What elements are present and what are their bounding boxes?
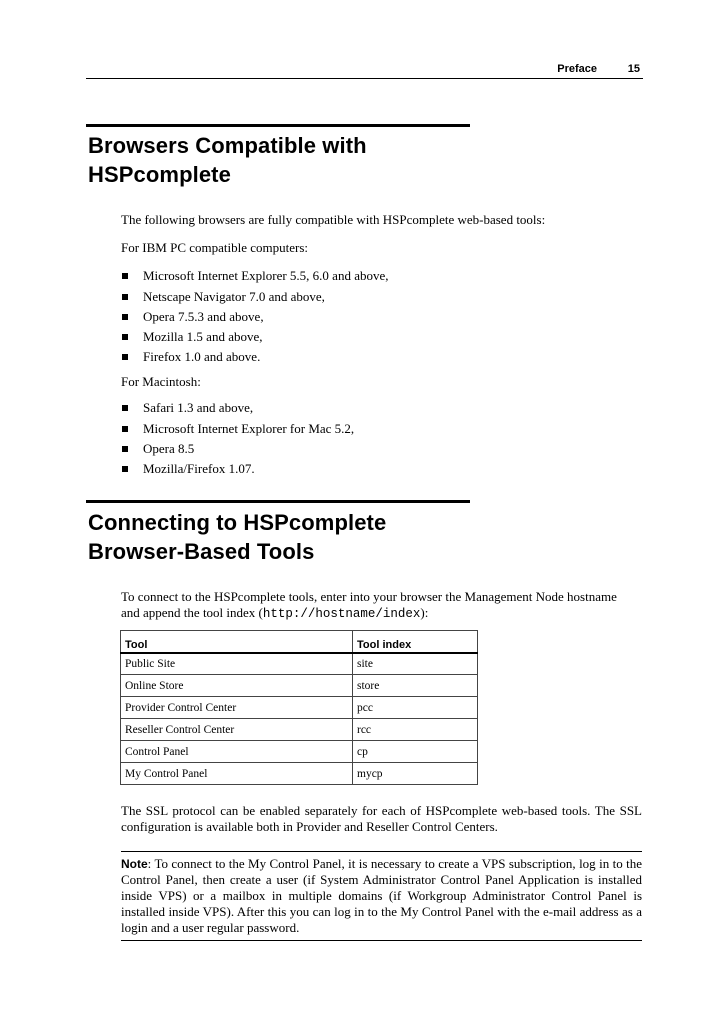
bullet-icon bbox=[122, 405, 128, 411]
list-item-text: Mozilla 1.5 and above, bbox=[143, 329, 263, 344]
list-item-text: Netscape Navigator 7.0 and above, bbox=[143, 289, 325, 304]
section-heading-line: HSPcomplete bbox=[88, 162, 231, 187]
table-cell: cp bbox=[353, 741, 478, 763]
table-header-row bbox=[121, 631, 478, 653]
table-cell: My Control Panel bbox=[121, 763, 353, 785]
column-header: Tool index bbox=[353, 631, 478, 653]
list-item-text: Opera 8.5 bbox=[143, 441, 195, 456]
bullet-icon bbox=[122, 314, 128, 320]
list-item-text: Firefox 1.0 and above. bbox=[143, 349, 261, 364]
table-row bbox=[121, 763, 478, 785]
table-cell: Public Site bbox=[121, 653, 353, 675]
section-heading bbox=[88, 131, 367, 189]
table-row bbox=[121, 697, 478, 719]
bullet-icon bbox=[122, 334, 128, 340]
bullet-icon bbox=[122, 354, 128, 360]
section-heading bbox=[88, 508, 386, 566]
note-box bbox=[121, 851, 642, 941]
list-item-text: Safari 1.3 and above, bbox=[143, 400, 254, 415]
page-header bbox=[86, 60, 643, 79]
list-item-text: Mozilla/Firefox 1.07. bbox=[143, 461, 255, 476]
table-cell: site bbox=[353, 653, 478, 675]
bullet-icon bbox=[122, 466, 128, 472]
column-header: Tool bbox=[121, 631, 353, 653]
paragraph-text: and append the tool index ( bbox=[121, 605, 263, 620]
section-rule bbox=[86, 124, 470, 127]
table-row bbox=[121, 675, 478, 697]
bullet-icon bbox=[122, 446, 128, 452]
table-cell: Online Store bbox=[121, 675, 353, 697]
header-section-title: Preface bbox=[557, 63, 597, 75]
list-label: For Macintosh: bbox=[121, 374, 201, 389]
table-cell: store bbox=[353, 675, 478, 697]
table-cell: Control Panel bbox=[121, 741, 353, 763]
bullet-icon bbox=[122, 273, 128, 279]
table-cell: mycp bbox=[353, 763, 478, 785]
section-heading-line: Browsers Compatible with bbox=[88, 133, 367, 158]
table-cell: Provider Control Center bbox=[121, 697, 353, 719]
table-row bbox=[121, 741, 478, 763]
tools-table bbox=[120, 630, 478, 785]
paragraph-text: ): bbox=[420, 605, 429, 620]
paragraph-text: To connect to the HSPcomplete tools, enter into your browser the Management Node hostname bbox=[121, 589, 617, 604]
table-cell: pcc bbox=[353, 697, 478, 719]
paragraph: The following browsers are fully compatible with HSPcomplete web-based tools: bbox=[121, 212, 546, 227]
list-label: For IBM PC compatible computers: bbox=[121, 240, 309, 255]
note-text: : To connect to the My Control Panel, it is necessary to create a VPS subscription, log in to the Control Panel, then create a user (if System Administrator Control Panel Application is installed inside VPS) or a mailbox in multiple domains (if Workgroup Administrator Control Panel is installed inside VPS). After this you can log in to the My Control Panel with the e-mail address as a login and a user regular password. bbox=[121, 856, 642, 935]
note-label: Note bbox=[121, 857, 148, 871]
table-cell: rcc bbox=[353, 719, 478, 741]
code-url: http://hostname/index bbox=[262, 607, 421, 621]
list-item-text: Opera 7.5.3 and above, bbox=[143, 309, 264, 324]
list-item-text: Microsoft Internet Explorer 5.5, 6.0 and above, bbox=[143, 268, 389, 283]
paragraph: The SSL protocol can be enabled separately for each of HSPcomplete web-based tools. The SSL configuration is available both in Provider and Reseller Control Centers. bbox=[121, 803, 642, 834]
section-heading-line: Connecting to HSPcomplete bbox=[88, 510, 387, 535]
list-item-text: Microsoft Internet Explorer for Mac 5.2, bbox=[143, 421, 355, 436]
bullet-icon bbox=[122, 294, 128, 300]
paragraph bbox=[121, 589, 642, 622]
table-cell: Reseller Control Center bbox=[121, 719, 353, 741]
section-rule bbox=[86, 500, 470, 503]
bullet-icon bbox=[122, 426, 128, 432]
section-heading-line: Browser-Based Tools bbox=[88, 539, 315, 564]
table-row bbox=[121, 653, 478, 675]
table-row bbox=[121, 719, 478, 741]
page-number: 15 bbox=[627, 63, 640, 75]
